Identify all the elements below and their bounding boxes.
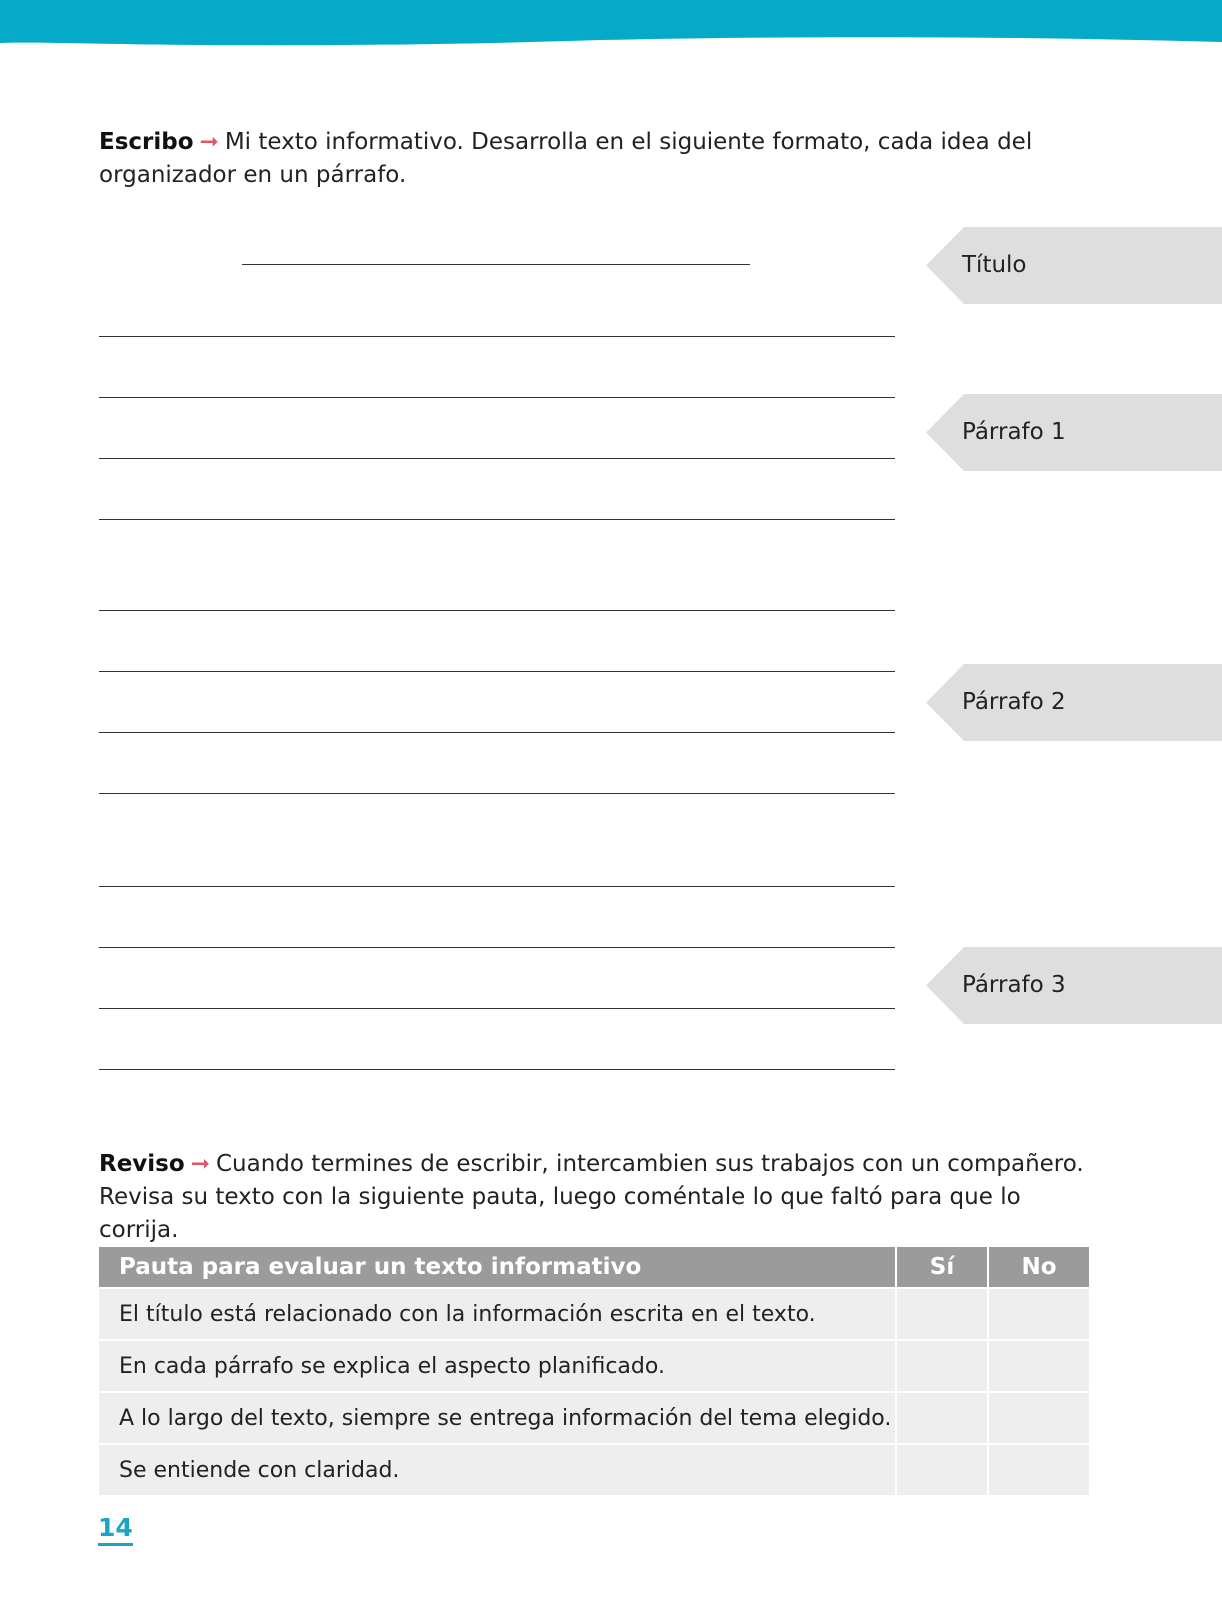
tag-label: Párrafo 2 — [962, 689, 1066, 715]
escribo-instruction — [99, 126, 1059, 192]
tag-parrafo-2 — [926, 664, 1222, 741]
escribo-text: Mi texto informativo. Desarrolla en el siguiente formato, cada idea del organizador en un párrafo. — [99, 129, 1033, 188]
escribo-label: Escribo — [99, 129, 194, 155]
no-check-cell[interactable] — [989, 1341, 1089, 1391]
table-header-row — [99, 1247, 1089, 1287]
table-row — [99, 1393, 1089, 1443]
tag-label: Párrafo 3 — [962, 972, 1066, 998]
evaluation-table — [97, 1245, 1091, 1497]
table-row — [99, 1341, 1089, 1391]
reviso-label: Reviso — [99, 1151, 185, 1177]
writing-line[interactable] — [99, 1069, 895, 1070]
reviso-text: Cuando termines de escribir, intercambien sus trabajos con un compañero. Revisa su texto con la siguiente pauta, luego coméntale lo que faltó para que lo corrija. — [99, 1151, 1084, 1243]
tag-parrafo-3 — [926, 947, 1222, 1024]
tag-parrafo-1 — [926, 394, 1222, 471]
table-header-yes: Sí — [897, 1247, 987, 1287]
writing-line[interactable] — [99, 732, 895, 733]
writing-line[interactable] — [99, 1008, 895, 1009]
arrow-right-icon: ➞ — [190, 1151, 210, 1177]
table-header-criteria: Pauta para evaluar un texto informativo — [99, 1247, 895, 1287]
table-row — [99, 1445, 1089, 1495]
top-wave-band — [0, 0, 1222, 60]
tag-label: Párrafo 1 — [962, 419, 1066, 445]
criteria-cell: El título está relacionado con la información escrita en el texto. — [99, 1289, 895, 1339]
writing-line[interactable] — [99, 947, 895, 948]
tag-titulo — [926, 227, 1222, 304]
yes-check-cell[interactable] — [897, 1445, 987, 1495]
writing-line[interactable] — [99, 336, 895, 337]
writing-line[interactable] — [99, 458, 895, 459]
writing-line[interactable] — [99, 886, 895, 887]
yes-check-cell[interactable] — [897, 1393, 987, 1443]
no-check-cell[interactable] — [989, 1393, 1089, 1443]
no-check-cell[interactable] — [989, 1289, 1089, 1339]
tag-label: Título — [962, 252, 1027, 278]
criteria-cell: Se entiende con claridad. — [99, 1445, 895, 1495]
no-check-cell[interactable] — [989, 1445, 1089, 1495]
table-header-no: No — [989, 1247, 1089, 1287]
criteria-cell: A lo largo del texto, siempre se entrega información del tema elegido. — [99, 1393, 895, 1443]
yes-check-cell[interactable] — [897, 1289, 987, 1339]
page-number: 14 — [98, 1514, 133, 1546]
reviso-instruction — [99, 1148, 1099, 1247]
title-writing-line[interactable] — [242, 264, 750, 265]
criteria-cell: En cada párrafo se explica el aspecto planificado. — [99, 1341, 895, 1391]
yes-check-cell[interactable] — [897, 1341, 987, 1391]
writing-line[interactable] — [99, 519, 895, 520]
arrow-right-icon: ➞ — [199, 129, 219, 155]
table-row — [99, 1289, 1089, 1339]
writing-line[interactable] — [99, 671, 895, 672]
writing-line[interactable] — [99, 793, 895, 794]
writing-line[interactable] — [99, 397, 895, 398]
writing-line[interactable] — [99, 610, 895, 611]
